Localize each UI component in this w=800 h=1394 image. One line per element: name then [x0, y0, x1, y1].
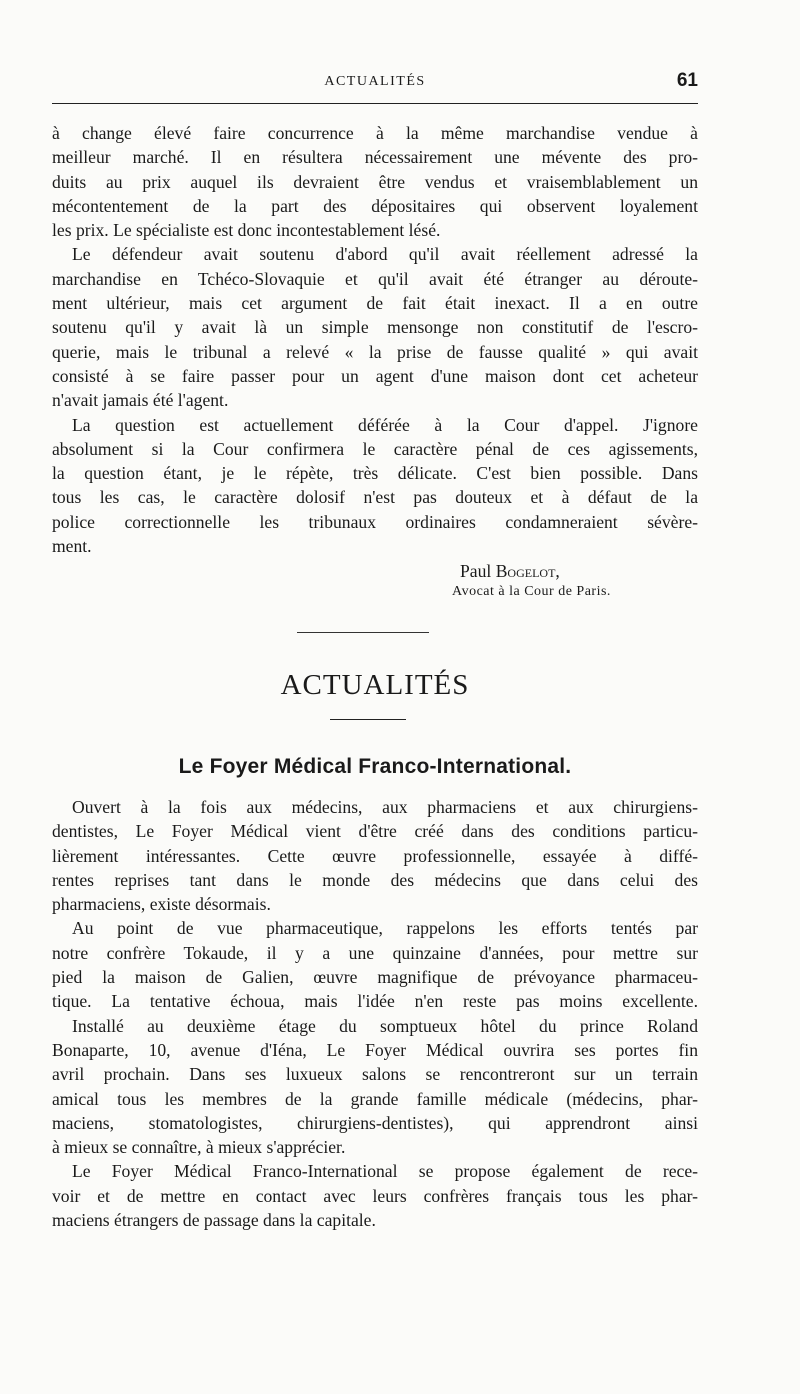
article-title: Le Foyer Médical Franco-International.: [178, 755, 572, 778]
text-line: marchandise en Tchéco-Slovaquie et qu'il avait été étranger au déroute-: [52, 268, 698, 289]
text-line: querie, mais le tribunal a relevé « la prise de fausse qualité » qui avait: [52, 341, 698, 362]
text-line: rentes reprises tant dans le monde des médecins que dans celui des: [52, 869, 698, 890]
text-line: consisté à se faire passer pour un agent d'une maison dont cet acheteur: [52, 365, 698, 386]
signature-last-name: Bogelot: [495, 561, 556, 581]
text-line: Au point de vue pharmaceutique, rappelons les efforts tentés par: [72, 918, 698, 939]
text-line: maciens, stomatologistes, chirurgiens-dentistes), qui apprendront ainsi: [52, 1112, 698, 1133]
text-line: voir et de mettre en contact avec leurs confrères français tous les phar-: [52, 1185, 698, 1206]
text-line: Ouvert à la fois aux médecins, aux pharmaciens et aux chirurgiens-: [72, 797, 698, 817]
text-line: Le Foyer Médical Franco-International se propose également de rece-: [72, 1161, 698, 1182]
text-line: dentistes, Le Foyer Médical vient d'être créé dans des conditions particu-: [52, 821, 698, 842]
text-line: maciens étrangers de passage dans la capitale.: [52, 1210, 376, 1231]
text-line: soutenu qu'il y avait là un simple mensonge non constitutif de l'escro-: [52, 317, 698, 338]
section-divider: [297, 632, 429, 633]
running-head: [52, 70, 698, 96]
text-line: amical tous les membres de la grande famille médicale (médecins, phar-: [52, 1088, 698, 1109]
text-line: Installé au deuxième étage du somptueux hôtel du prince Roland: [72, 1015, 698, 1036]
signature-first-name: Paul: [460, 561, 496, 581]
legal-article-body: [52, 121, 698, 558]
text-line: Bonaparte, 10, avenue d'Iéna, Le Foyer Médical ouvrira ses portes fin: [52, 1039, 698, 1060]
text-line: absolument si la Cour confirmera le caractère pénal de ces agissements,: [52, 438, 698, 459]
section-title-underline: [330, 719, 406, 720]
signature-name: [460, 561, 560, 582]
running-title: ACTUALITÉS: [324, 74, 426, 89]
text-line: les prix. Le spécialiste est donc incontestablement lésé.: [52, 220, 441, 241]
text-line: duits au prix auquel ils devraient être vendus et vraisemblablement un: [52, 171, 698, 192]
text-line: n'avait jamais été l'agent.: [52, 390, 229, 411]
text-line: La question est actuellement déférée à la Cour d'appel. J'ignore: [72, 414, 698, 435]
text-line: lièrement intéressantes. Cette œuvre professionnelle, essayée à diffé-: [52, 845, 698, 866]
text-line: pharmaciens, existe désormais.: [52, 894, 271, 915]
page-number: 61: [676, 70, 698, 91]
text-line: police correctionnelle les tribunaux ordinaires condamneraient sévère-: [52, 511, 698, 532]
text-line: tique. La tentative échoua, mais l'idée n'en reste pas moins excellente.: [52, 991, 698, 1012]
text-line: Le défendeur avait soutenu d'abord qu'il avait réellement adressé la: [72, 244, 698, 265]
signature-title: Avocat à la Cour de Paris.: [452, 584, 611, 599]
text-line: ment.: [52, 536, 92, 557]
text-line: à mieux se connaître, à mieux s'apprécier.: [52, 1137, 346, 1158]
text-line: ment ultérieur, mais cet argument de fait était inexact. Il a en outre: [52, 293, 698, 314]
header-rule: [52, 103, 698, 104]
text-line: à change élevé faire concurrence à la même marchandise vendue à: [52, 123, 698, 143]
text-line: mécontentement de la part des dépositaires qui observent loyalement: [52, 195, 698, 216]
text-line: avril prochain. Dans ses luxueux salons se rencontreront sur un terrain: [52, 1064, 698, 1085]
signature-comma: ,: [555, 561, 560, 581]
text-line: la question étant, je le répète, très délicate. C'est bien possible. Dans: [52, 463, 698, 484]
text-line: notre confrère Tokaude, il y a une quinzaine d'années, pour mettre sur: [52, 942, 698, 963]
section-title: ACTUALITÉS: [280, 669, 470, 701]
text-line: tous les cas, le caractère dolosif n'est pas douteux et à défaut de la: [52, 487, 698, 508]
news-article-body: [52, 795, 698, 1232]
text-line: meilleur marché. Il en résultera nécessairement une mévente des pro-: [52, 147, 698, 168]
text-line: pied la maison de Galien, œuvre magnifique de prévoyance pharmaceu-: [52, 967, 698, 988]
